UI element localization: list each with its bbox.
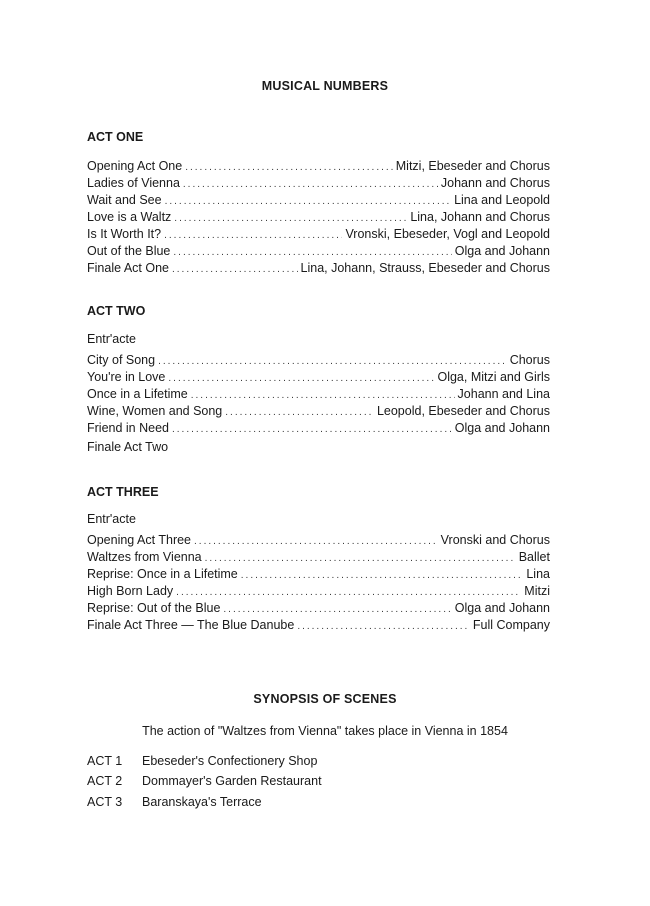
act-two-entracte: Entr'acte bbox=[87, 332, 136, 346]
synopsis-intro: The action of "Waltzes from Vienna" takes place in Vienna in 1854 bbox=[142, 724, 508, 738]
number-title: Once in a Lifetime bbox=[87, 387, 188, 401]
dot-leader bbox=[191, 387, 455, 404]
number-title: City of Song bbox=[87, 353, 156, 367]
act-three-heading: ACT THREE bbox=[87, 485, 159, 499]
dot-leader bbox=[297, 618, 470, 635]
number-row bbox=[87, 549, 550, 567]
number-title: Wine, Women and Song bbox=[87, 404, 223, 418]
number-row bbox=[87, 243, 550, 261]
number-row bbox=[87, 386, 550, 404]
number-row bbox=[87, 403, 550, 421]
number-title: Out of the Blue bbox=[87, 244, 171, 258]
number-cast: Vronski, Ebeseder, Vogl and Leopold bbox=[345, 227, 550, 241]
number-cast: Olga and Johann bbox=[454, 244, 550, 258]
number-row bbox=[87, 226, 550, 244]
number-row bbox=[87, 369, 550, 387]
number-cast: Lina, Johann and Chorus bbox=[410, 210, 550, 224]
dot-leader bbox=[164, 227, 342, 244]
act-two-heading: ACT TWO bbox=[87, 304, 146, 318]
number-cast: Mitzi, Ebeseder and Chorus bbox=[395, 159, 550, 173]
number-cast: Full Company bbox=[472, 618, 550, 632]
number-row bbox=[87, 566, 550, 584]
act-label: ACT 2 bbox=[87, 774, 123, 788]
dot-leader bbox=[183, 176, 438, 193]
dot-leader bbox=[172, 261, 298, 278]
dot-leader bbox=[173, 244, 451, 261]
dot-leader bbox=[185, 159, 393, 176]
number-row bbox=[87, 352, 550, 370]
number-cast: Johann and Lina bbox=[457, 387, 550, 401]
act-label: ACT 3 bbox=[87, 795, 123, 809]
dot-leader bbox=[241, 567, 524, 584]
number-row bbox=[87, 175, 550, 193]
number-cast: Olga and Johann bbox=[454, 421, 550, 435]
number-title: Is It Worth It? bbox=[87, 227, 162, 241]
scene-name: Baranskaya's Terrace bbox=[142, 795, 262, 809]
dot-leader bbox=[172, 421, 452, 438]
number-row bbox=[87, 600, 550, 618]
number-title: Opening Act One bbox=[87, 159, 183, 173]
dot-leader bbox=[168, 370, 434, 387]
number-cast: Leopold, Ebeseder and Chorus bbox=[376, 404, 550, 418]
number-cast: Johann and Chorus bbox=[440, 176, 550, 190]
number-cast: Lina and Leopold bbox=[454, 193, 550, 207]
number-title: Finale Act Three — The Blue Danube bbox=[87, 618, 295, 632]
dot-leader bbox=[174, 210, 407, 227]
number-title: Opening Act Three bbox=[87, 533, 192, 547]
dot-leader bbox=[158, 353, 507, 370]
number-row bbox=[87, 158, 550, 176]
synopsis-act-row bbox=[87, 795, 262, 809]
number-title: Friend in Need bbox=[87, 421, 169, 435]
act-two-finale: Finale Act Two bbox=[87, 440, 169, 454]
dot-leader bbox=[165, 193, 451, 210]
dot-leader bbox=[176, 584, 521, 601]
act-one-heading: ACT ONE bbox=[87, 130, 144, 144]
number-row bbox=[87, 420, 550, 438]
number-title: Love is a Waltz bbox=[87, 210, 172, 224]
number-title: Finale Act One bbox=[87, 261, 169, 275]
number-title: Wait and See bbox=[87, 193, 162, 207]
dot-leader bbox=[205, 550, 516, 567]
number-title: You're in Love bbox=[87, 370, 166, 384]
musical-numbers-title: MUSICAL NUMBERS bbox=[261, 79, 389, 93]
scene-name: Ebeseder's Confectionery Shop bbox=[142, 754, 318, 768]
number-title: Ladies of Vienna bbox=[87, 176, 180, 190]
number-row bbox=[87, 617, 550, 635]
number-cast: Lina, Johann, Strauss, Ebeseder and Chorus bbox=[300, 261, 550, 275]
number-cast: Chorus bbox=[509, 353, 550, 367]
dot-leader bbox=[225, 404, 374, 421]
number-cast: Lina bbox=[526, 567, 550, 581]
number-title: Waltzes from Vienna bbox=[87, 550, 202, 564]
number-title: Reprise: Once in a Lifetime bbox=[87, 567, 238, 581]
number-cast: Vronski and Chorus bbox=[440, 533, 550, 547]
dot-leader bbox=[194, 533, 438, 550]
act-three-entracte: Entr'acte bbox=[87, 512, 136, 526]
number-title: High Born Lady bbox=[87, 584, 174, 598]
synopsis-title: SYNOPSIS OF SCENES bbox=[253, 692, 397, 706]
number-title: Reprise: Out of the Blue bbox=[87, 601, 221, 615]
scene-name: Dommayer's Garden Restaurant bbox=[142, 774, 322, 788]
synopsis-act-row bbox=[87, 754, 317, 768]
number-cast: Olga, Mitzi and Girls bbox=[437, 370, 550, 384]
number-cast: Mitzi bbox=[524, 584, 550, 598]
number-row bbox=[87, 260, 550, 278]
number-cast: Olga and Johann bbox=[454, 601, 550, 615]
number-row bbox=[87, 209, 550, 227]
number-row bbox=[87, 192, 550, 210]
dot-leader bbox=[223, 601, 451, 618]
number-row bbox=[87, 532, 550, 550]
synopsis-act-row bbox=[87, 774, 322, 788]
number-cast: Ballet bbox=[518, 550, 550, 564]
number-row bbox=[87, 583, 550, 601]
act-label: ACT 1 bbox=[87, 754, 123, 768]
